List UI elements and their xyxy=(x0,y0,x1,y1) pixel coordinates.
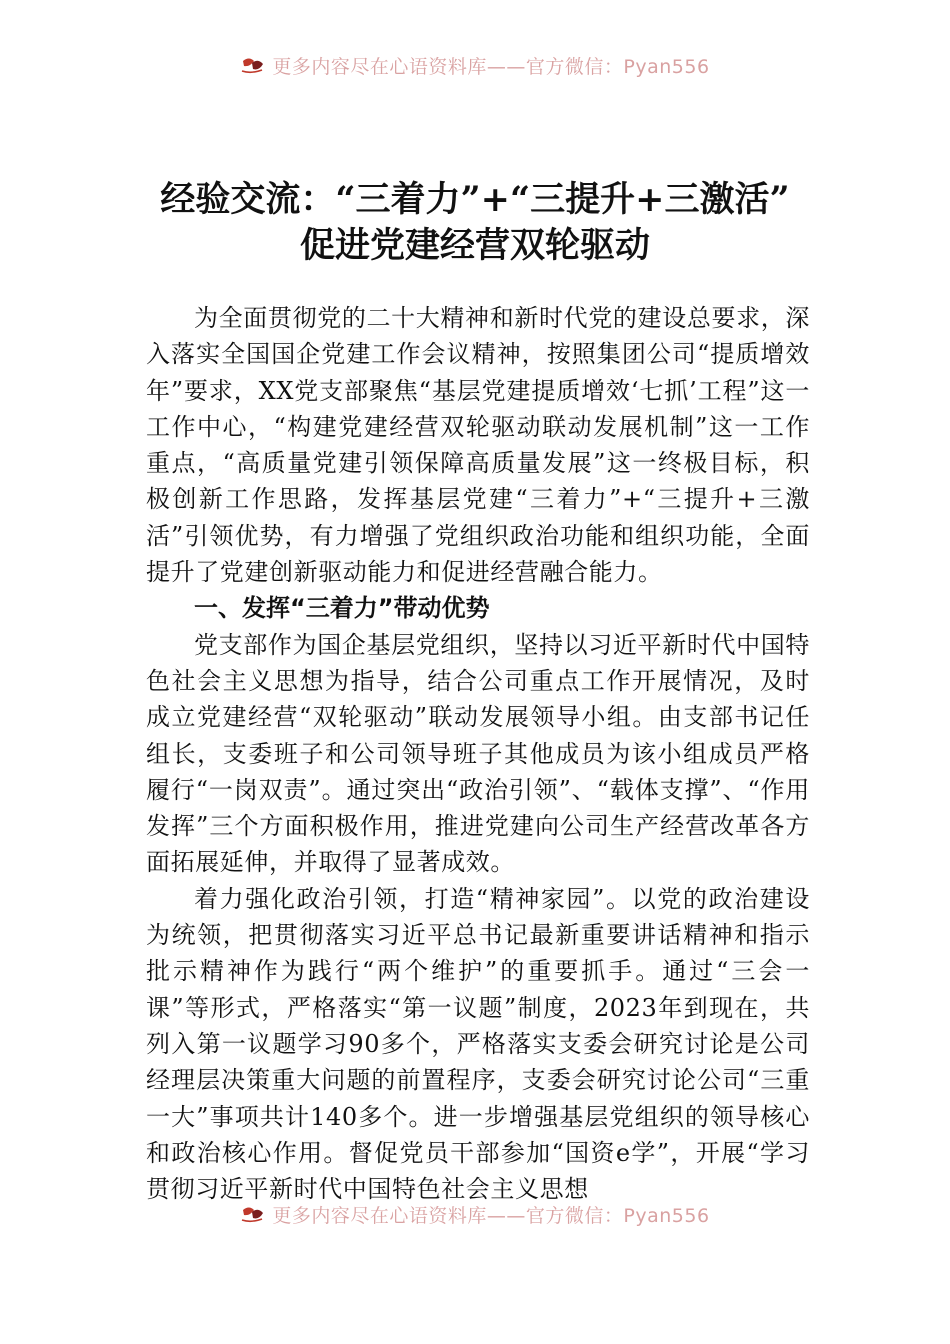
brand-logo-icon xyxy=(240,56,266,75)
body-paragraph: 着力强化政治引领，打造“精神家园”。以党的政治建设为统领，把贯彻落实习近平总书记最新重要讲话精神和指示批示精神作为践行“两个维护”的重要抓手。通过“三会一课”等形式，严格落实“第一议题”制度，2023年到现在，共列入第一议题学习90多个，严格落实支委会研究讨论是公司经理层决策重大问题的前置程序，支委会研究讨论公司“三重一大”事项共计140多个。进一步增强基层党组织的领导核心和政治核心作用。督促党员干部参加“国资e学”，开展“学习贯彻习近平新时代中国特色社会主义思想 xyxy=(146,884,810,1204)
document-title-line-2: 促进党建经营双轮驱动 xyxy=(299,225,650,266)
section-heading: 一、发挥“三着力”带动优势 xyxy=(194,594,490,623)
watermark-banner-top xyxy=(0,56,950,86)
watermark-text: 更多内容尽在心语资料库——官方微信：Pyan556 xyxy=(272,56,710,78)
intro-paragraph: 为全面贯彻党的二十大精神和新时代党的建设总要求，深入落实全国国企党建工作会议精神，按照集团公司“提质增效年”要求，XX党支部聚焦“基层党建提质增效‘七抓’工程”这一工作中心，“构建党建经营双轮驱动联动发展机制”这一工作重点，“高质量党建引领保障高质量发展”这一终极目标，积极创新工作思路，发挥基层党建“三着力”+“三提升+三激活”引领优势，有力增强了党组织政治功能和组织功能，全面提升了党建创新驱动能力和促进经营融合能力。 xyxy=(146,304,810,587)
watermark-banner-bottom xyxy=(0,1205,950,1235)
document-title-line-1: 经验交流：“三着力”+“三提升+三激活” xyxy=(160,179,790,220)
watermark-text: 更多内容尽在心语资料库——官方微信：Pyan556 xyxy=(272,1205,710,1227)
document-body xyxy=(146,300,810,1207)
body-paragraph: 党支部作为国企基层党组织，坚持以习近平新时代中国特色社会主义思想为指导，结合公司重点工作开展情况，及时成立党建经营“双轮驱动”联动发展领导小组。由支部书记任组长，支委班子和公司领导班子其他成员为该小组成员严格履行“一岗双责”。通过突出“政治引领”、“载体支撑”、“作用发挥”三个方面积极作用，推进党建向公司生产经营改革各方面拓展延伸，并取得了显著成效。 xyxy=(146,630,810,877)
brand-logo-icon xyxy=(240,1205,266,1224)
